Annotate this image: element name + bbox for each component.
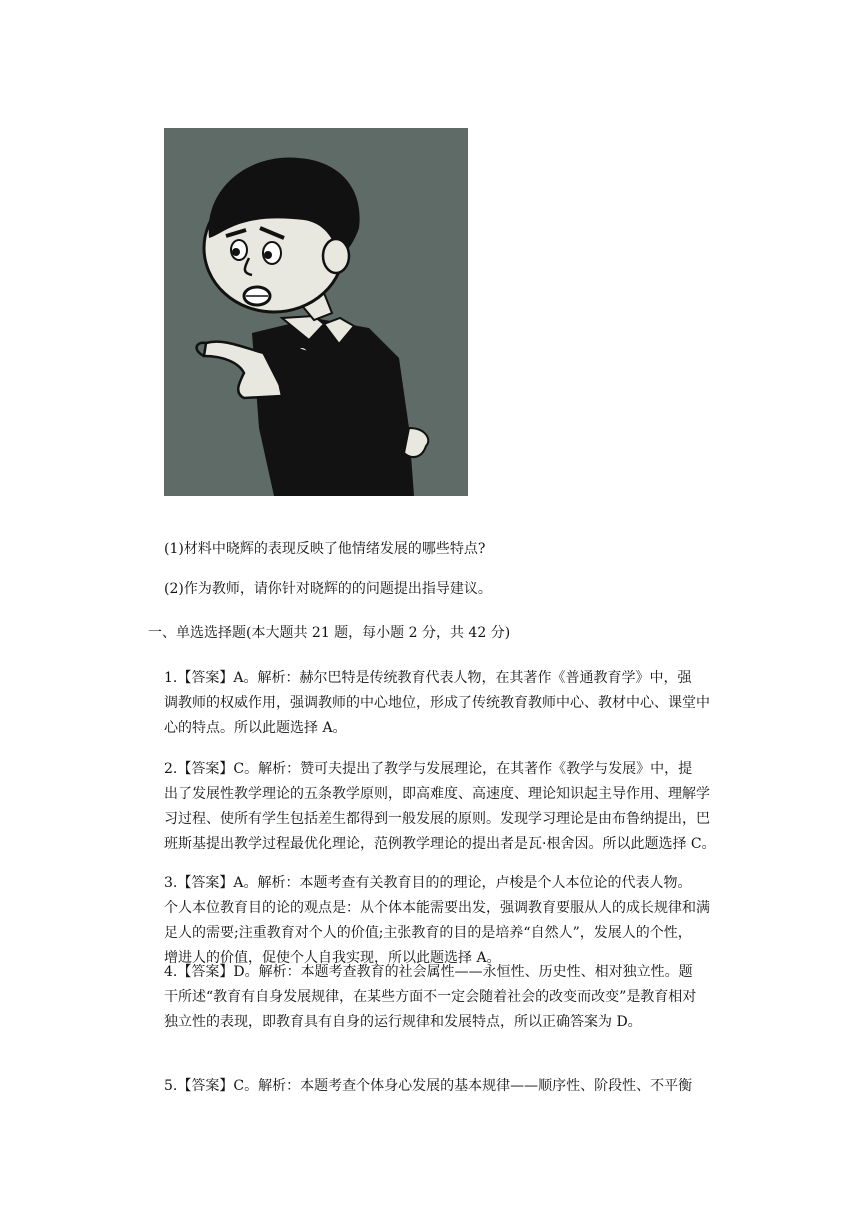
question-1: (1)材料中晓辉的表现反映了他情绪发展的哪些特点? xyxy=(164,541,486,557)
answer-line: 5.【答案】C。解析：本题考查个体身心发展的基本规律——顺序性、阶段性、不平衡 xyxy=(164,1078,693,1094)
answer-line: 班斯基提出教学过程最优化理论，范例教学理论的提出者是瓦·根舍因。所以此题选择 C。 xyxy=(164,836,716,852)
answer-line: 出了发展性教学理论的五条教学原则，即高难度、高速度、理论知识起主导作用、理解学 xyxy=(164,786,710,802)
answer-line: 干所述“教育有自身发展规律，在某些方面不一定会随着社会的改变而改变”是教育相对 xyxy=(164,989,697,1005)
answer-line: 心的特点。所以此题选择 A。 xyxy=(164,720,347,736)
question-2: (2)作为教师，请你针对晓辉的的问题提出指导建议。 xyxy=(164,581,492,597)
answer-1 xyxy=(164,666,744,741)
answer-4 xyxy=(164,960,744,1035)
boy-pointing-illustration xyxy=(164,128,468,496)
answer-line: 个人本位教育目的论的观点是：从个体本能需要出发，强调教育要服从人的成长规律和满 xyxy=(164,900,710,916)
answer-line: 习过程、使所有学生包括差生都得到一般发展的原则。发现学习理论是由布鲁纳提出，巴 xyxy=(164,811,710,827)
answer-2 xyxy=(164,757,744,857)
boy-drawing xyxy=(164,128,468,496)
answer-line: 增进人的价值，促使个人自我实现，所以此题选择 A。 xyxy=(164,950,501,966)
answer-5 xyxy=(164,1074,744,1099)
answer-line: 足人的需要;注重教育对个人的价值;主张教育的目的是培养“自然人”，发展人的个性， xyxy=(164,925,692,941)
answer-3 xyxy=(164,871,744,971)
answer-line: 2.【答案】C。解析：赞可夫提出了教学与发展理论，在其著作《教学与发展》中，提 xyxy=(164,761,693,777)
answer-line: 调教师的权威作用，强调教师的中心地位，形成了传统教育教师中心、教材中心、课堂中 xyxy=(164,695,710,711)
answer-line: 1.【答案】A。解析：赫尔巴特是传统教育代表人物，在其著作《普通教育学》中，强 xyxy=(164,670,692,686)
answer-line: 4.【答案】D。解析：本题考查教育的社会属性——永恒性、历史性、相对独立性。题 xyxy=(164,964,693,980)
answer-line: 独立性的表现，即教育具有自身的运行规律和发展特点，所以正确答案为 D。 xyxy=(164,1014,642,1030)
section-title: 一、单选选择题(本大题共 21 题，每小题 2 分，共 42 分) xyxy=(148,625,511,641)
answer-line: 3.【答案】A。解析：本题考查有关教育目的的理论，卢梭是个人本位论的代表人物。 xyxy=(164,875,692,891)
